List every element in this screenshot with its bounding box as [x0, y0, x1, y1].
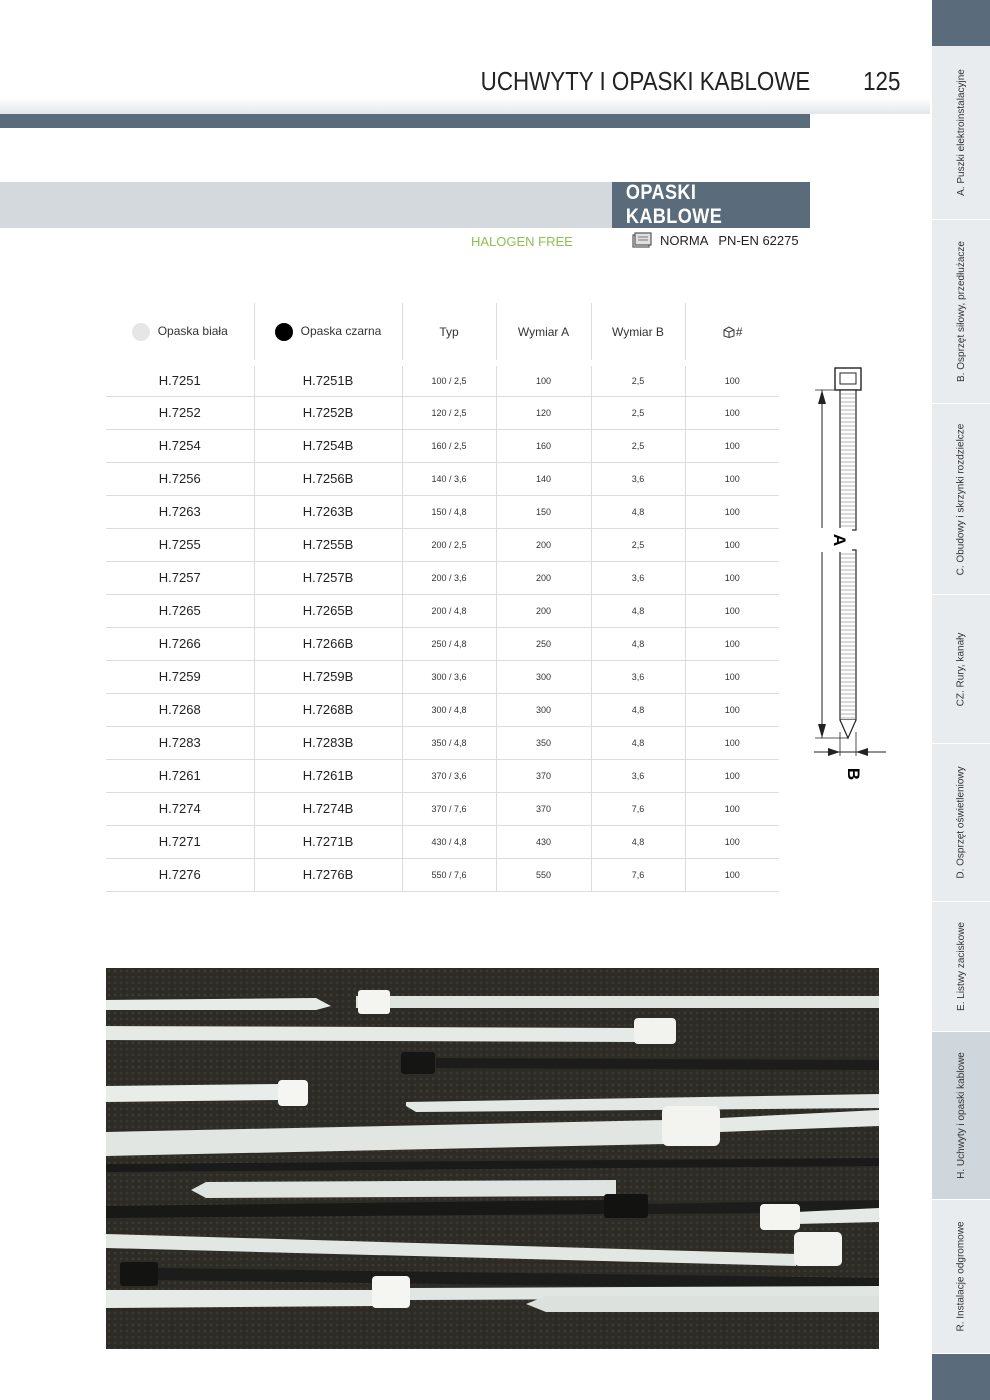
- white-tie: [526, 1296, 879, 1312]
- cell-type: 120 / 2,5: [402, 396, 496, 429]
- cell-dim-a: 300: [496, 693, 591, 726]
- cell-dim-a: 200: [496, 528, 591, 561]
- cell-qty: 100: [685, 693, 779, 726]
- cell-qty: 100: [685, 627, 779, 660]
- sidebar-item-2[interactable]: [932, 220, 990, 404]
- cell-dim-a: 350: [496, 726, 591, 759]
- cell-black-code: H.7259B: [254, 660, 402, 693]
- cell-dim-b: 2,5: [591, 429, 685, 462]
- cell-black-code: H.7283B: [254, 726, 402, 759]
- sidebar-item-6[interactable]: [932, 902, 990, 1032]
- package-icon: [722, 326, 736, 338]
- cell-qty: 100: [685, 528, 779, 561]
- table-row: [106, 462, 779, 495]
- cell-dim-b: 7,6: [591, 858, 685, 891]
- cell-qty: 100: [685, 462, 779, 495]
- cell-type: 370 / 7,6: [402, 792, 496, 825]
- sidebar-item-5[interactable]: [932, 744, 990, 902]
- cell-qty: 100: [685, 858, 779, 891]
- table-row: [106, 561, 779, 594]
- table-row: [106, 726, 779, 759]
- cell-qty: 100: [685, 825, 779, 858]
- white-tie: [191, 1180, 616, 1198]
- table-row: [106, 660, 779, 693]
- header-black-label: Opaska czarna: [300, 323, 382, 338]
- page-title: UCHWYTY I OPASKI KABLOWE: [480, 66, 810, 96]
- sidebar-item-1[interactable]: [932, 46, 990, 220]
- norm-book-icon: [632, 232, 652, 248]
- norm-label: NORMA: [660, 232, 709, 248]
- norm-value: PN-EN 62275: [718, 232, 799, 248]
- header-pack: [685, 303, 779, 363]
- cell-black-code: H.7265B: [254, 594, 402, 627]
- table-row: [106, 627, 779, 660]
- sidebar-top-block: [932, 0, 990, 46]
- cell-dim-b: 4,8: [591, 825, 685, 858]
- table-row: [106, 528, 779, 561]
- cell-dim-a: 370: [496, 792, 591, 825]
- sidebar-item-8[interactable]: [932, 1200, 990, 1354]
- tie-body-lower: [840, 550, 856, 720]
- cell-qty: 100: [685, 561, 779, 594]
- cell-black-code: H.7271B: [254, 825, 402, 858]
- cell-type: 300 / 3,6: [402, 660, 496, 693]
- table-row: [106, 429, 779, 462]
- header-shadow: [0, 98, 930, 114]
- cell-black-code: H.7252B: [254, 396, 402, 429]
- cell-qty: 100: [685, 429, 779, 462]
- black-dot-icon: [275, 323, 293, 341]
- header-black: [254, 303, 402, 363]
- sidebar-item-label: E. Listwy zaciskowe: [955, 922, 967, 1011]
- table-row: [106, 858, 779, 891]
- sidebar-item-label: A. Puszki elektroinstalacyjne: [955, 69, 967, 196]
- cell-dim-a: 370: [496, 759, 591, 792]
- cell-dim-b: 4,8: [591, 594, 685, 627]
- cell-qty: 100: [685, 396, 779, 429]
- cell-white-code: H.7261: [106, 759, 254, 792]
- cell-dim-a: 100: [496, 363, 591, 396]
- section-title-text: OPASKI KABLOWE: [625, 181, 723, 228]
- cell-dim-a: 200: [496, 561, 591, 594]
- cell-dim-b: 3,6: [591, 660, 685, 693]
- cell-white-code: H.7256: [106, 462, 254, 495]
- sidebar-item-7[interactable]: [932, 1032, 990, 1200]
- cell-dim-b: 3,6: [591, 462, 685, 495]
- cell-type: 250 / 4,8: [402, 627, 496, 660]
- cell-white-code: H.7268: [106, 693, 254, 726]
- cell-white-code: H.7265: [106, 594, 254, 627]
- cell-dim-b: 2,5: [591, 528, 685, 561]
- table-row: [106, 396, 779, 429]
- header-white: [106, 303, 254, 363]
- cell-type: 160 / 2,5: [402, 429, 496, 462]
- sidebar-item-label: B. Osprzęt siłowy, przedłużacze: [955, 241, 967, 382]
- cell-dim-a: 120: [496, 396, 591, 429]
- cell-black-code: H.7268B: [254, 693, 402, 726]
- tie-body-upper: [840, 390, 856, 530]
- cell-dim-a: 300: [496, 660, 591, 693]
- cell-white-code: H.7257: [106, 561, 254, 594]
- tie-head: [835, 368, 861, 390]
- sidebar-item-label: C. Obudowy i skrzynki rozdzielcze: [955, 423, 967, 575]
- cell-dim-b: 3,6: [591, 759, 685, 792]
- cell-white-code: H.7251: [106, 363, 254, 396]
- table-row: [106, 759, 779, 792]
- cell-qty: 100: [685, 660, 779, 693]
- cell-dim-b: 4,8: [591, 693, 685, 726]
- cell-black-code: H.7263B: [254, 495, 402, 528]
- cell-black-code: H.7274B: [254, 792, 402, 825]
- cell-qty: 100: [685, 759, 779, 792]
- cell-type: 200 / 3,6: [402, 561, 496, 594]
- cell-type: 350 / 4,8: [402, 726, 496, 759]
- cell-dim-b: 4,8: [591, 495, 685, 528]
- cell-dim-a: 140: [496, 462, 591, 495]
- header-dim-a: Wymiar A: [496, 303, 591, 363]
- cell-black-code: H.7256B: [254, 462, 402, 495]
- spec-table: [106, 303, 779, 892]
- cell-dim-b: 4,8: [591, 627, 685, 660]
- cell-dim-a: 550: [496, 858, 591, 891]
- cell-qty: 100: [685, 792, 779, 825]
- cell-white-code: H.7252: [106, 396, 254, 429]
- table-row: [106, 693, 779, 726]
- cell-white-code: H.7259: [106, 660, 254, 693]
- cell-white-code: H.7263: [106, 495, 254, 528]
- cable-tie-diagram: [800, 360, 900, 800]
- cell-type: 550 / 7,6: [402, 858, 496, 891]
- sidebar-item-label: R. Instalacje odgromowe: [955, 1221, 967, 1332]
- sidebar-item-label: H. Uchwyty i opaski kablowe: [955, 1052, 967, 1179]
- sidebar-item-3[interactable]: [932, 404, 990, 595]
- cell-black-code: H.7276B: [254, 858, 402, 891]
- header-bar: [0, 114, 810, 128]
- cell-black-code: H.7251B: [254, 363, 402, 396]
- halogen-free-label: HALOGEN FREE: [471, 234, 573, 249]
- section-title: [612, 182, 810, 228]
- cell-type: 140 / 3,6: [402, 462, 496, 495]
- cell-dim-b: 7,6: [591, 792, 685, 825]
- cell-white-code: H.7276: [106, 858, 254, 891]
- table-row: [106, 825, 779, 858]
- section-band: [0, 182, 612, 228]
- dimension-a-label: A: [830, 533, 849, 547]
- header-pack-label: #: [735, 324, 743, 339]
- cell-black-code: H.7261B: [254, 759, 402, 792]
- sidebar-item-4[interactable]: [932, 595, 990, 744]
- cell-dim-a: 430: [496, 825, 591, 858]
- cell-dim-b: 2,5: [591, 363, 685, 396]
- table-row: [106, 594, 779, 627]
- sidebar-bottom-block: [932, 1354, 990, 1400]
- cell-black-code: H.7255B: [254, 528, 402, 561]
- cell-qty: 100: [685, 495, 779, 528]
- sidebar-item-label: D. Osprzęt oświetleniowy: [955, 766, 967, 879]
- white-dot-icon: [132, 323, 150, 341]
- cell-dim-a: 200: [496, 594, 591, 627]
- cell-white-code: H.7254: [106, 429, 254, 462]
- cell-type: 100 / 2,5: [402, 363, 496, 396]
- cell-type: 200 / 4,8: [402, 594, 496, 627]
- cell-type: 300 / 4,8: [402, 693, 496, 726]
- cell-type: 370 / 3,6: [402, 759, 496, 792]
- header-type: Typ: [402, 303, 496, 363]
- cell-qty: 100: [685, 726, 779, 759]
- cell-qty: 100: [685, 363, 779, 396]
- cell-black-code: H.7257B: [254, 561, 402, 594]
- cell-dim-a: 150: [496, 495, 591, 528]
- table-row: [106, 792, 779, 825]
- dimension-b-label: B: [844, 767, 863, 781]
- cable-ties-photo: [106, 968, 879, 1349]
- norm-info: [632, 232, 799, 248]
- cell-dim-b: 4,8: [591, 726, 685, 759]
- cell-dim-a: 250: [496, 627, 591, 660]
- cell-type: 150 / 4,8: [402, 495, 496, 528]
- cell-white-code: H.7266: [106, 627, 254, 660]
- table-row: [106, 363, 779, 396]
- cell-white-code: H.7271: [106, 825, 254, 858]
- cell-black-code: H.7266B: [254, 627, 402, 660]
- header-dim-b: Wymiar B: [591, 303, 685, 363]
- cell-white-code: H.7274: [106, 792, 254, 825]
- cell-white-code: H.7255: [106, 528, 254, 561]
- header-white-label: Opaska biała: [157, 323, 228, 338]
- tie-tip: [840, 720, 856, 738]
- sidebar-item-label: CZ. Rury, kanały: [955, 632, 967, 706]
- table-row: [106, 495, 779, 528]
- cell-type: 430 / 4,8: [402, 825, 496, 858]
- cell-dim-b: 3,6: [591, 561, 685, 594]
- cell-dim-b: 2,5: [591, 396, 685, 429]
- cell-black-code: H.7254B: [254, 429, 402, 462]
- cell-qty: 100: [685, 594, 779, 627]
- page-number: 125: [862, 66, 900, 96]
- cell-white-code: H.7283: [106, 726, 254, 759]
- cell-type: 200 / 2,5: [402, 528, 496, 561]
- cell-dim-a: 160: [496, 429, 591, 462]
- table-header-row: [106, 303, 779, 363]
